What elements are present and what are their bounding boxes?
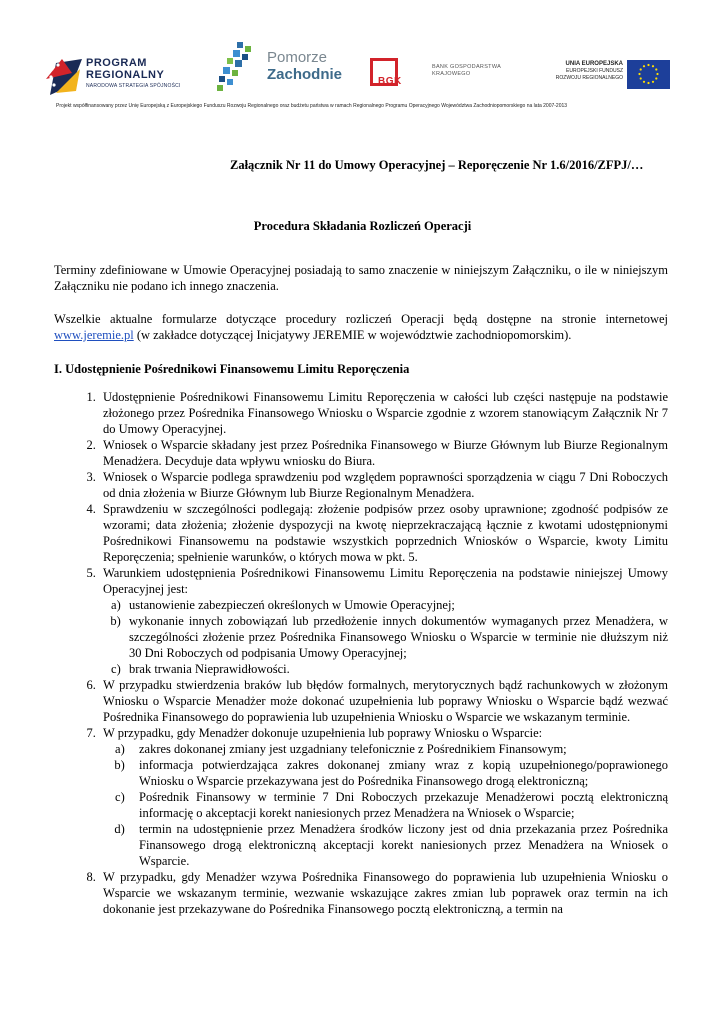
item-5-text: Warunkiem udostępnienia Pośrednikowi Finansowemu Limitu Reporęczenia na podstawie niniejszej Umowy Operacyjnej jest: — [103, 566, 668, 596]
document-title: Załącznik Nr 11 do Umowy Operacyjnej – Reporęczenie Nr 1.6/2016/ZFPJ/… — [230, 158, 644, 172]
section-1-list — [54, 389, 668, 917]
program-regionalny-logo — [42, 55, 182, 100]
item-7a: a. zakres dokonanej zmiany jest uzgadniany telefonicznie z Pośrednikiem Finansowym; — [131, 741, 668, 757]
bgk-full-name: BANK GOSPODARSTWA KRAJOWEGO — [432, 64, 501, 77]
list-item-6 — [99, 677, 668, 725]
header-logos — [0, 0, 725, 120]
program-regionalny-line2: REGIONALNY — [86, 69, 165, 81]
item-5-sublist — [103, 597, 668, 677]
pomorze-line1: Pomorze — [267, 49, 328, 66]
ue-line3: ROZWOJU REGIONALNEGO — [555, 75, 623, 81]
list-item-1 — [99, 389, 668, 437]
pomorze-zachodnie-mosaic-icon — [215, 42, 263, 92]
unia-europejska-logo — [555, 60, 670, 92]
item-1-text: Udostępnienie Pośrednikowi Finansowemu Limitu Reporęczenia w całości lub części następuje na podstawie złożonego przez Pośrednika Finansowego Wniosku o Wsparcie zgodnie z wzorem stanowiącym Załącznik Nr 7 do Umowy Operacyjnej. — [103, 390, 668, 436]
document-subtitle: Procedura Składania Rozliczeń Operacji — [253, 219, 472, 233]
item-7c: c. Pośrednik Finansowy w terminie 7 Dni Roboczych przekazuje Menadżerowi pocztą elektroniczną informację o akceptacji korekt naniesionych przez Menadżera na Wniosek o Wsparcie; — [131, 789, 668, 821]
program-regionalny-line3: NARODOWA STRATEGIA SPÓJNOŚCI — [86, 83, 181, 89]
item-3-text: Wniosek o Wsparcie podlega sprawdzeniu pod względem poprawności sporządzenia w ciągu 7 Dni Roboczych od dnia złożenia w Biurze Głównym lub Biurze Regionalnym Menadżera. — [103, 470, 668, 500]
item-5c: c. brak trwania Nieprawidłowości. — [127, 661, 668, 677]
ue-line2: EUROPEJSKI FUNDUSZ — [566, 68, 623, 74]
eu-flag-icon — [627, 60, 670, 89]
intro-paragraph-1: Terminy zdefiniowane w Umowie Operacyjnej posiadają to samo znaczenie w niniejszym Załączniku, o ile w niniejszym Załączniku nie podano ich innego znaczenia. — [54, 263, 668, 293]
item-5b: b. wykonanie innych zobowiązań lub przedłożenie innych dokumentów wymaganych przez Menadżera, w szczególności złożenie przez Pośrednika Finansowego Wniosku o Wsparcie w terminie nie dłuższym niż 30 Dni Roboczych od podpisania Umowy Operacyjnej; — [127, 613, 668, 661]
ue-line1: UNIA EUROPEJSKA — [565, 61, 623, 67]
intro2-after: (w zakładce dotyczącej Inicjatywy JEREMIE w województwie zachodniopomorskim). — [133, 328, 572, 342]
cofinancing-note: Projekt współfinansowany przez Unię Europejską z Europejskiego Funduszu Rozwoju Regionalnego oraz budżetu państwa w ramach Regionalnego Programu Operacyjnego Województwa Zachodniopomorskiego na lata 2007-2013 — [56, 103, 568, 109]
list-item-8 — [99, 869, 668, 917]
document-body — [54, 262, 668, 917]
program-regionalny-star-icon — [42, 55, 84, 97]
pomorze-line2: Zachodnie — [267, 66, 343, 83]
list-item-4 — [99, 501, 668, 565]
item-2-text: Wniosek o Wsparcie składany jest przez Pośrednika Finansowego w Biurze Głównym lub Biurze Regionalnym Menadżera. Decyduje data wpływu wniosku do Biura. — [103, 438, 668, 468]
item-6-text: W przypadku stwierdzenia braków lub błędów formalnych, merytorycznych bądź rachunkowych w złożonym Wniosku o Wsparcie Menadżer może dokonać uzupełnienia lub poprawy Wniosku o Wsparcie bądź wezwać Pośrednika Finansowego do poprawienia lub uzupełnienia Wniosku o Wsparcie we wskazanym terminie. — [103, 678, 668, 724]
item-7-sublist — [103, 741, 668, 869]
list-item-2 — [99, 437, 668, 469]
item-7d: d. termin na udostępnienie przez Menadżera środków liczony jest od dnia przekazania przez Pośrednika Finansowego drogą elektroniczną akceptacji korekt naniesionych przez Menadżera na Wniosek o Wsparcie. — [131, 821, 668, 869]
pomorze-zachodnie-logo — [215, 42, 345, 97]
item-7b: b. informacja potwierdzająca zakres dokonanej zmiany wraz z kopią uzupełnionego/poprawionego Wniosku o Wsparcie przekazywana jest do Pośrednika Finansowego drogą elektroniczną; — [131, 757, 668, 789]
intro-paragraph-2 — [54, 311, 668, 343]
bgk-short-name: BGK — [378, 76, 402, 87]
section-1-heading: I. Udostępnienie Pośrednikowi Finansowemu Limitu Reporęczenia — [54, 362, 410, 376]
item-8-text: W przypadku, gdy Menadżer wzywa Pośrednika Finansowego do poprawienia lub uzupełnienia Wniosku o Wsparcie we wskazanym terminie, wezwanie wskazujące zakres zmian lub poprawek oraz termin na ich dokonanie jest przekazywane do Pośrednika Finansowego pocztą elektroniczną, a termin na — [103, 870, 668, 916]
item-7-text: W przypadku, gdy Menadżer dokonuje uzupełnienia lub poprawy Wniosku o Wsparcie: — [103, 726, 543, 740]
bgk-logo — [370, 58, 520, 98]
program-regionalny-line1: PROGRAM — [86, 57, 147, 69]
item-4-text: Sprawdzeniu w szczególności podlegają: złożenie podpisów przez osoby uprawnione; zgodność podpisów ze wzorami; data złożenia; złożenie dyspozycji na kwotę nieprzekraczającą łącznie z kwotami udostępnionymi Pośrednikowi Finansowemu na podstawie wszystkich poprzednich Wniosków o Wsparcie, kwoty Limitu Reporęczenia; spełnienie warunków, o których mowa w pkt. 5. — [103, 502, 668, 564]
list-item-7 — [99, 725, 668, 869]
intro2-before: Wszelkie aktualne formularze dotyczące procedury rozliczeń Operacji będą dostępne na stronie internetowej — [54, 312, 668, 326]
jeremie-link[interactable]: www.jeremie.pl — [54, 328, 134, 342]
list-item-5 — [99, 565, 668, 677]
item-5a: a. ustanowienie zabezpieczeń określonych w Umowie Operacyjnej; — [127, 597, 668, 613]
list-item-3 — [99, 469, 668, 501]
